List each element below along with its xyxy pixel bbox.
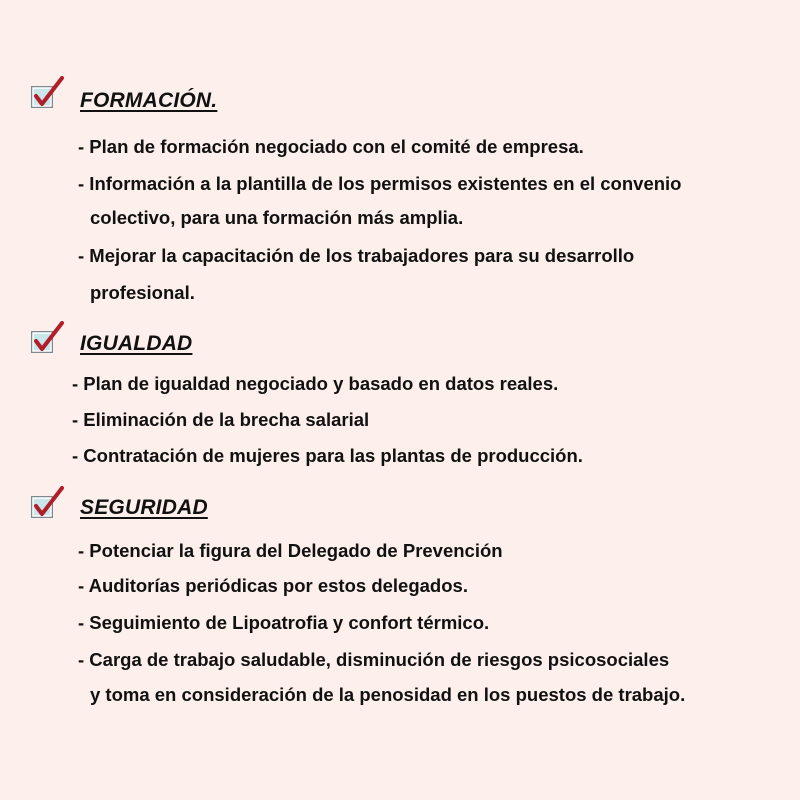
list-item: - Eliminación de la brecha salarial — [72, 409, 370, 430]
list-item: y toma en consideración de la penosidad en los puestos de trabajo. — [90, 684, 686, 705]
list-item: colectivo, para una formación más amplia. — [90, 207, 464, 228]
list-item: profesional. — [90, 282, 195, 303]
section-title: SEGURIDAD — [80, 496, 208, 519]
list-item: - Información a la plantilla de los permisos existentes en el convenio — [78, 173, 682, 194]
list-item: - Plan de igualdad negociado y basado en datos reales. — [72, 373, 559, 394]
list-item: - Mejorar la capacitación de los trabajadores para su desarrollo — [78, 245, 635, 266]
section-title: IGUALDAD — [80, 332, 193, 355]
checkbox-check-icon — [29, 486, 67, 522]
section-title: FORMACIÓN. — [80, 89, 218, 112]
list-item: - Contratación de mujeres para las plantas de producción. — [72, 445, 583, 466]
checkbox-check-icon — [29, 76, 67, 112]
list-item: - Plan de formación negociado con el comité de empresa. — [78, 136, 584, 157]
checkbox-check-icon — [29, 321, 67, 357]
list-item: - Auditorías periódicas por estos delegados. — [78, 575, 468, 596]
list-item: - Carga de trabajo saludable, disminución de riesgos psicosociales — [78, 649, 670, 670]
list-item: - Seguimiento de Lipoatrofia y confort térmico. — [78, 612, 490, 633]
list-item: - Potenciar la figura del Delegado de Prevención — [78, 540, 503, 561]
